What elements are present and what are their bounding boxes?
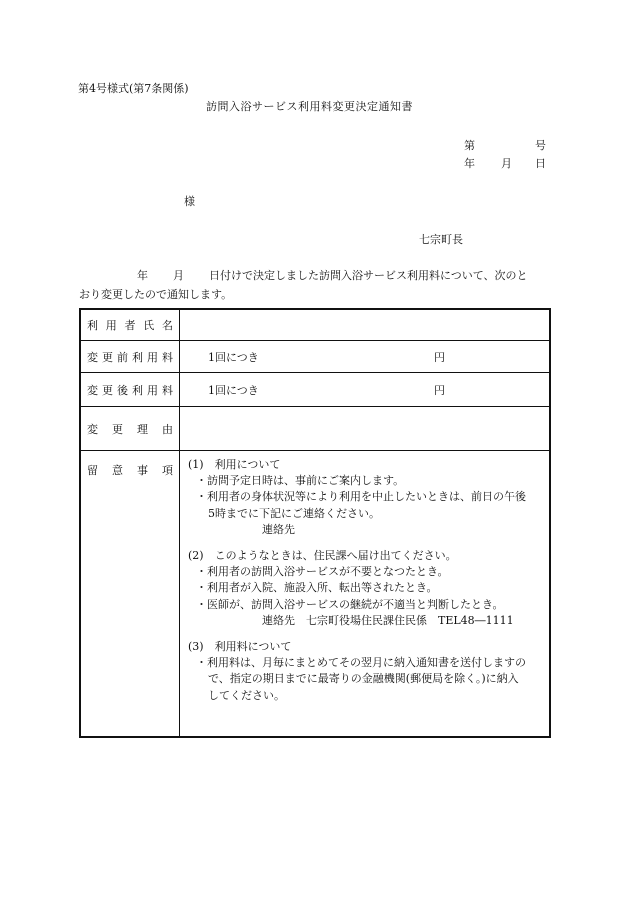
issuer-name: 七宗町長 <box>419 233 463 246</box>
body-line-2: おり変更したので通知します。 <box>79 288 233 301</box>
yen-unit: 円 <box>434 350 445 364</box>
note-item: ・利用者の訪問入浴サービスが不要となつたとき。 <box>196 565 449 579</box>
addressee-suffix: 様 <box>184 195 195 208</box>
note-item: ・利用料は、月毎にまとめてその翌月に納入通知書を送付しますの <box>196 656 526 670</box>
date-month: 月 <box>501 157 512 170</box>
table-row <box>80 309 550 341</box>
user-name-field[interactable] <box>180 309 551 341</box>
note-item: ・訪問予定日時は、事前にご案内します。 <box>196 474 405 488</box>
fee-before-label: 変 更 前 利 用 料 <box>80 341 180 373</box>
notes-content <box>180 451 551 738</box>
user-name-label: 利 用 者 氏 名 <box>80 309 180 341</box>
number-suffix: 号 <box>535 139 546 152</box>
change-reason-label: 変 更 理 由 <box>80 407 180 451</box>
note-heading: (1) 利用について <box>188 458 281 471</box>
note-heading: (3) 利用料について <box>188 640 292 654</box>
yen-unit: 円 <box>434 383 445 397</box>
document-title: 訪問入浴サービス利用料変更決定通知書 <box>206 100 413 113</box>
notice-table <box>79 308 551 738</box>
form-number: 第4号様式(第7条関係) <box>78 82 189 95</box>
table-row <box>80 407 550 451</box>
contact-label: 連絡先 <box>262 522 295 536</box>
table-row <box>80 373 550 407</box>
contact-info: 連絡先 七宗町役場住民課住民係 TEL48―1111 <box>262 613 514 627</box>
note-heading: (2) このようなときは、住民課へ届け出てください。 <box>188 549 457 563</box>
table-row <box>80 341 550 373</box>
per-visit-text: 1回につき <box>208 383 259 397</box>
body-year: 年 <box>137 269 148 282</box>
fee-after-field[interactable] <box>180 373 551 407</box>
note-item: ・利用者の身体状況等により利用を中止したいときは、前日の午後 <box>196 490 526 504</box>
fee-before-field[interactable] <box>180 341 551 373</box>
note-item: で、指定の期日までに最寄りの金融機関(郵便局を除く。)に納入 <box>208 672 519 686</box>
body-month: 月 <box>173 269 184 282</box>
note-item: してください。 <box>208 688 285 702</box>
date-year: 年 <box>464 157 475 170</box>
body-text: 日付けで決定しました訪問入浴サービス利用料について、次のと <box>209 269 528 282</box>
note-item: 5時までに下記にご連絡ください。 <box>208 506 380 520</box>
notes-label: 留 意 事 項 <box>80 451 180 738</box>
note-item: ・利用者が入院、施設入所、転出等されたとき。 <box>196 581 438 595</box>
date-day: 日 <box>535 157 546 170</box>
number-prefix: 第 <box>464 139 475 152</box>
change-reason-field[interactable] <box>180 407 551 451</box>
fee-after-label: 変 更 後 利 用 料 <box>80 373 180 407</box>
table-row <box>80 451 550 738</box>
per-visit-text: 1回につき <box>208 350 259 364</box>
note-item: ・医師が、訪問入浴サービスの継続が不適当と判断したとき。 <box>196 597 504 611</box>
